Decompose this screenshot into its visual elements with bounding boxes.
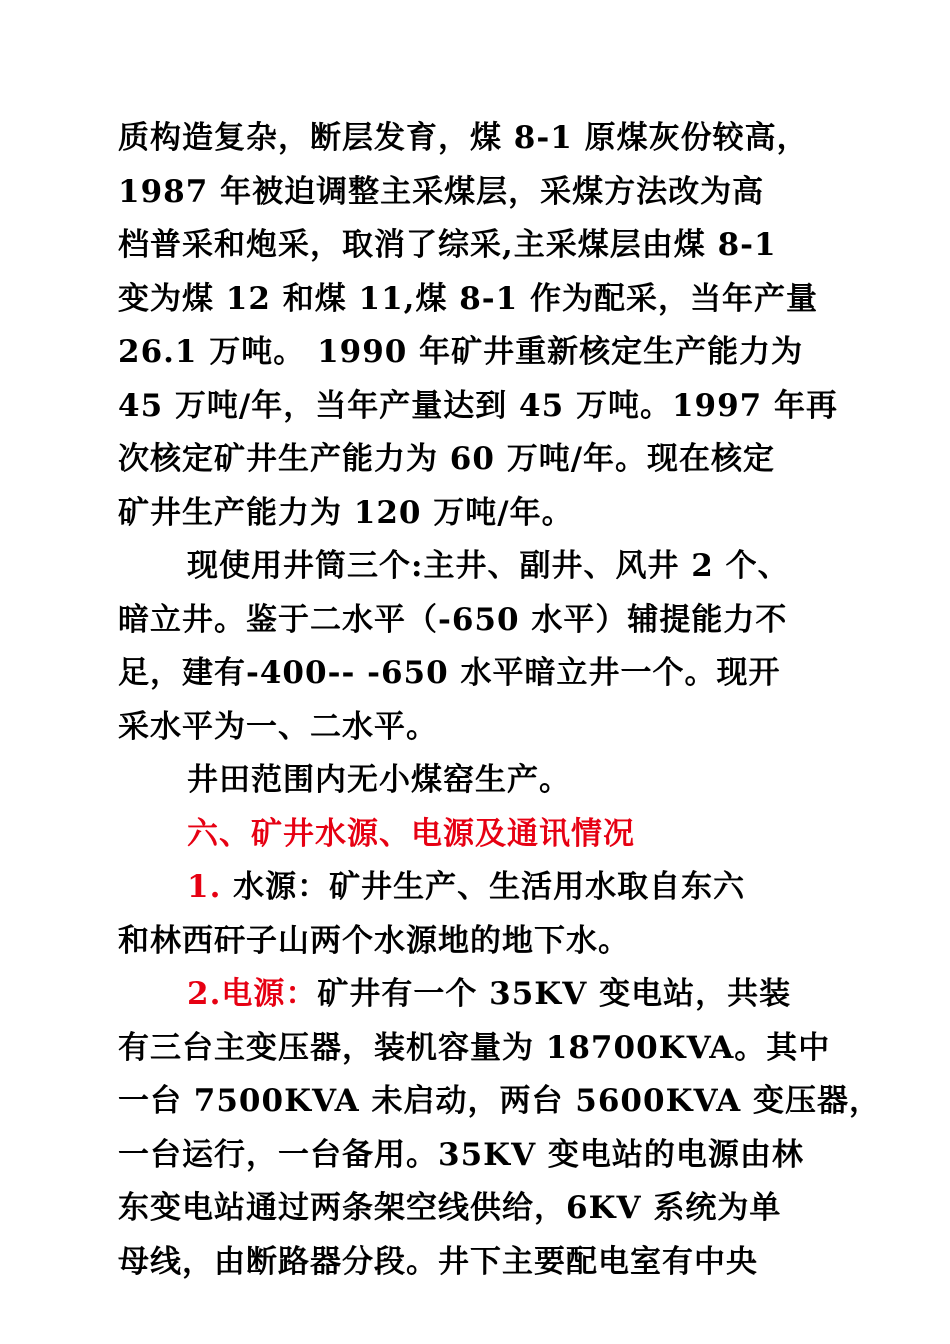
text-line: 和林西矸子山两个水源地的地下水。 (118, 922, 630, 959)
water-source-text: 水源：矿井生产、生活用水取自东六 (221, 869, 746, 905)
text-line: 一台运行，一台备用。35KV 变电站的电源由林 (118, 1136, 804, 1173)
text-line: 档普采和炮采，取消了综采,主采煤层由煤 8-1 (118, 227, 777, 263)
text-line: 质构造复杂，断层发育，煤 8-1 原煤灰份较高， (118, 120, 809, 156)
power-source-label: 2.电源： (187, 976, 318, 1012)
text-line: 母线，由断路器分段。井下主要配电室有中央 (118, 1243, 758, 1280)
text-line: 45 万吨/年，当年产量达到 45 万吨。1997 年再 (118, 387, 839, 424)
text-line: 有三台主变压器，装机容量为 18700KVA。其中 (118, 1029, 831, 1066)
text-line: 采水平为一、二水平。 (118, 708, 438, 745)
text-line: 矿井生产能力为 120 万吨/年。 (118, 494, 574, 531)
text-line: 变为煤 12 和煤 11,煤 8-1 作为配采，当年产量 (118, 280, 819, 317)
water-source-number: 1. (187, 869, 222, 905)
text-line: 足，建有-400-- -650 水平暗立井一个。现开 (118, 655, 781, 691)
document-page (118, 112, 882, 1289)
power-source-text: 矿井有一个 35KV 变电站，共装 (317, 976, 792, 1012)
section-heading: 六、矿井水源、电源及通讯情况 (187, 815, 635, 852)
power-source-line (118, 968, 832, 1022)
text-line: 一台 7500KVA 未启动，两台 5600KVA 变压器， (118, 1083, 882, 1119)
text-line: 东变电站通过两条架空线供给，6KV 系统为单 (118, 1190, 782, 1226)
paragraph-no-small-mines: 井田范围内无小煤窑生产。 (187, 762, 571, 798)
text-line: 暗立井。鉴于二水平（-650 水平）辅提能力不 (118, 601, 788, 638)
text-line: 26.1 万吨。 1990 年矿井重新核定生产能力为 (118, 334, 804, 370)
water-source-line (118, 861, 832, 915)
paragraph-shafts-start: 现使用井筒三个:主井、副井、风井 2 个、 (187, 548, 790, 584)
text-line: 次核定矿井生产能力为 60 万吨/年。现在核定 (118, 441, 776, 477)
text-line: 1987 年被迫调整主采煤层，采煤方法改为高 (118, 173, 765, 210)
